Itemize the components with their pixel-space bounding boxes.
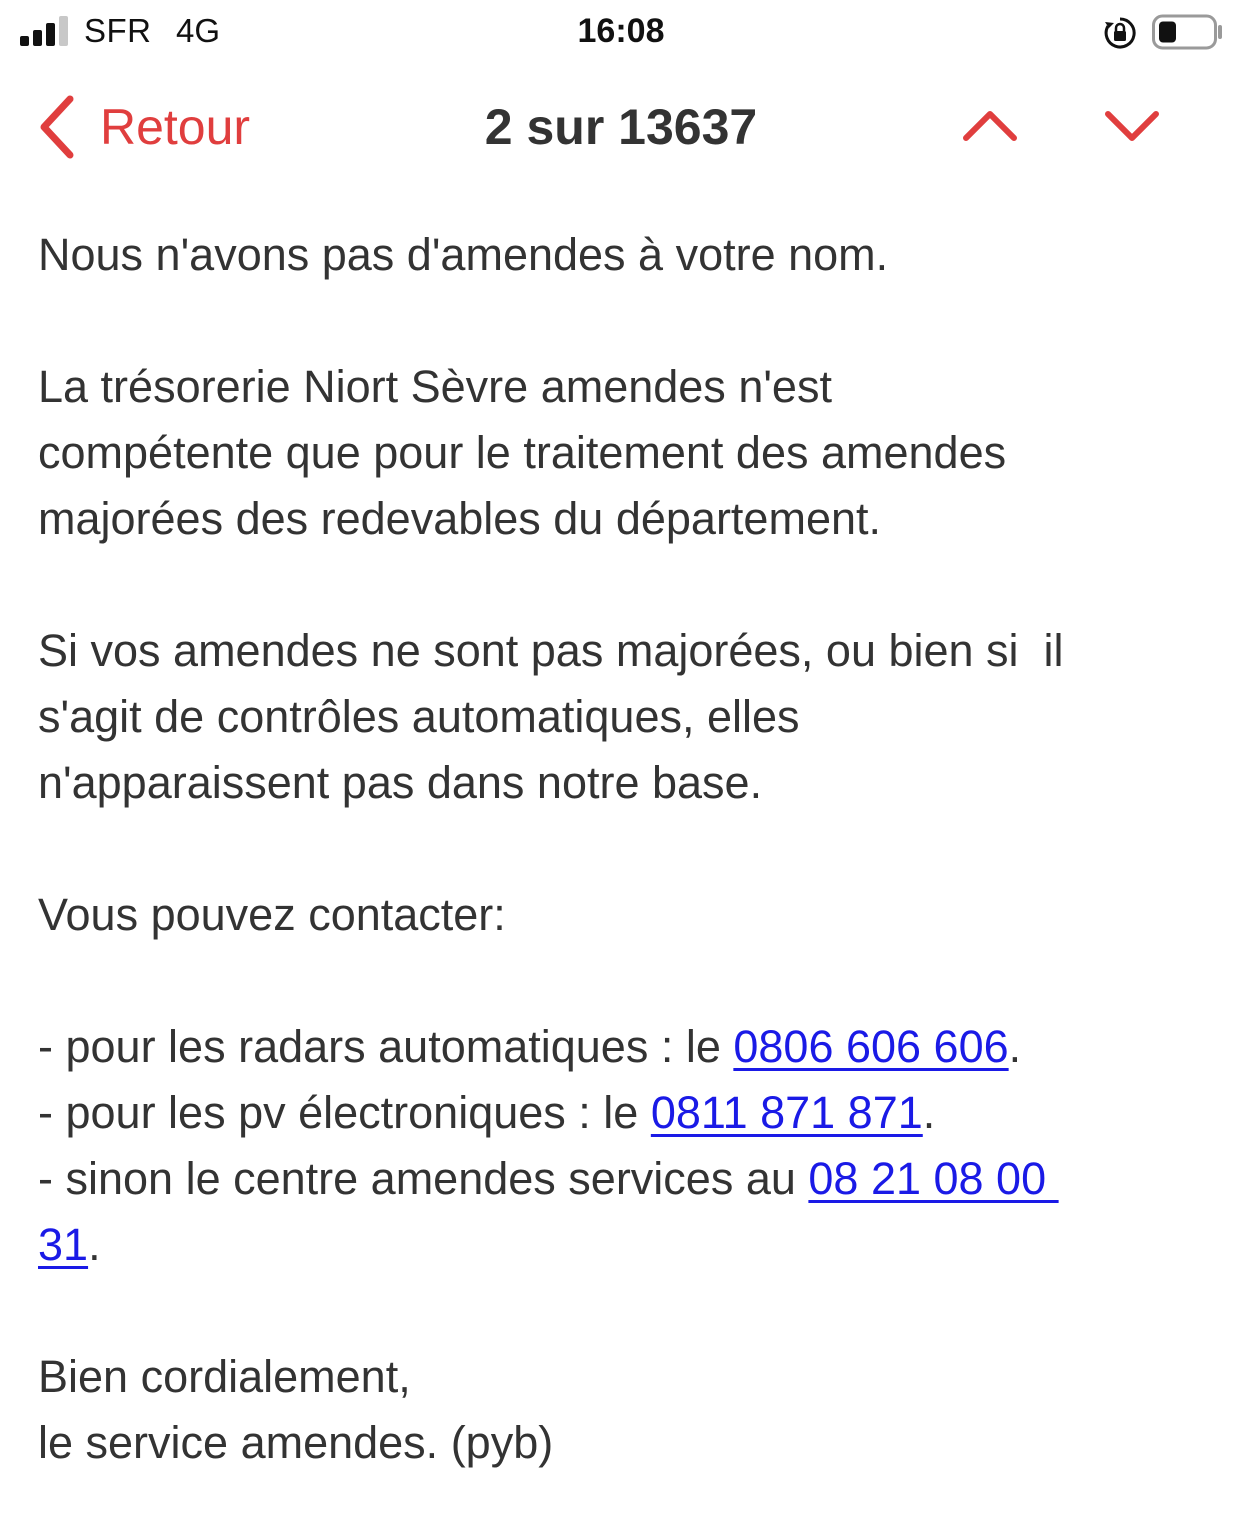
phone-link-centre-continued[interactable]: 31: [38, 1219, 89, 1270]
text-line: n'apparaissent pas dans notre base.: [38, 757, 763, 808]
phone-link-pv[interactable]: 0811 871 871: [650, 1087, 923, 1138]
back-label: Retour: [100, 99, 251, 155]
status-bar: [0, 0, 1242, 64]
battery-icon: [1152, 14, 1224, 50]
closing-signature: le service amendes. (pyb): [38, 1417, 554, 1468]
text-line: majorées des redevables du département.: [38, 493, 882, 544]
phone-link-radar[interactable]: 0806 606 606: [733, 1021, 1009, 1072]
paragraph-contact-intro: Vous pouvez contacter:: [38, 889, 506, 940]
punctuation: .: [88, 1219, 101, 1270]
message-position-title: 2 sur 13637: [484, 99, 758, 155]
closing-greeting: Bien cordialement,: [38, 1351, 411, 1402]
closing: [38, 1344, 1208, 1476]
text-line: s'agit de contrôles automatiques, elles: [38, 691, 800, 742]
text-line: La trésorerie Niort Sèvre amendes n'est: [38, 361, 832, 412]
paragraph-treasury: [38, 354, 1208, 552]
contact-pv-text: - pour les pv électroniques : le: [38, 1087, 651, 1138]
paragraph-not-increased: [38, 618, 1208, 816]
phone-link-centre[interactable]: 08 21 08 00: [808, 1153, 1059, 1204]
navigation-bar: [0, 70, 1242, 180]
text-line: compétente que pour le traitement des amendes: [38, 427, 1007, 478]
contact-radar-text: - pour les radars automatiques : le: [38, 1021, 734, 1072]
email-body: [38, 222, 1208, 1476]
network-type: 4G: [176, 12, 221, 49]
contact-list: [38, 1014, 1208, 1278]
punctuation: .: [1008, 1021, 1022, 1072]
paragraph-no-fines: Nous n'avons pas d'amendes à votre nom.: [38, 229, 889, 280]
contact-centre-text: - sinon le centre amendes services au: [38, 1153, 809, 1204]
status-time: 16:08: [577, 12, 665, 50]
orientation-lock-icon: [1103, 16, 1137, 50]
previous-message-button[interactable]: [962, 106, 1018, 146]
carrier-name: SFR: [84, 12, 152, 49]
text-line: Si vos amendes ne sont pas majorées, ou bien si il: [38, 625, 1064, 676]
next-message-button[interactable]: [1104, 106, 1160, 146]
punctuation: .: [922, 1087, 936, 1138]
